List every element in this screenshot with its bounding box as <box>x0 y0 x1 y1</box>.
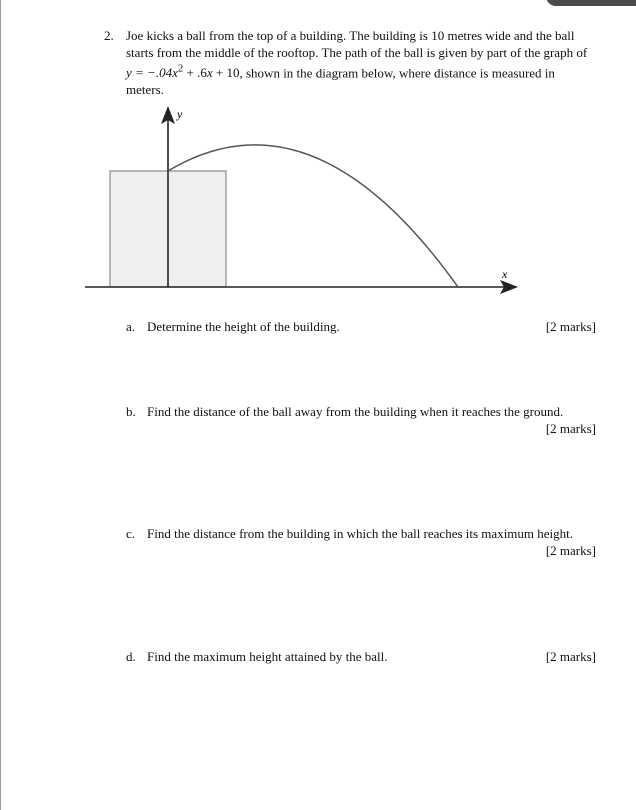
equation-rest: + 10 <box>212 65 240 81</box>
equation-mid: + .6 <box>183 65 207 81</box>
part-c-label: c. <box>126 526 136 541</box>
part-a-text: Determine the height of the building. <box>147 319 340 334</box>
part-a-marks: [2 marks] <box>545 319 596 334</box>
equation-var-2: x <box>206 65 213 81</box>
x-axis-label: x <box>502 267 508 281</box>
equation-lhs: y = −.04 <box>126 65 173 81</box>
trajectory-diagram <box>0 0 636 300</box>
equation-var-1: x <box>172 65 178 81</box>
question-line-2: starts from the middle of the rooftop. The path of the ball is given by part of the graph of <box>126 45 588 60</box>
part-b-marks: [2 marks] <box>545 421 596 436</box>
equation-exponent: 2 <box>177 63 184 75</box>
part-d-text: Find the maximum height attained by the ball. <box>147 649 388 664</box>
question-line-1: Joe kicks a ball from the top of a building. The building is 10 metres wide and the ball <box>126 28 575 43</box>
part-d-label: d. <box>126 649 136 664</box>
question-line-4: meters. <box>126 82 164 98</box>
part-b-label: b. <box>126 404 136 419</box>
y-axis-label: y <box>177 107 183 121</box>
part-c-marks: [2 marks] <box>545 543 596 558</box>
question-number: 2. <box>104 28 114 43</box>
part-d-marks: [2 marks] <box>545 649 596 664</box>
question-line-3-tail: , shown in the diagram below, where distance is measured in <box>239 65 555 81</box>
part-c-text: Find the distance from the building in which the ball reaches its maximum height. <box>147 526 574 541</box>
part-a-label: a. <box>126 319 136 334</box>
part-b-text: Find the distance of the ball away from the building when it reaches the ground. <box>147 404 564 419</box>
